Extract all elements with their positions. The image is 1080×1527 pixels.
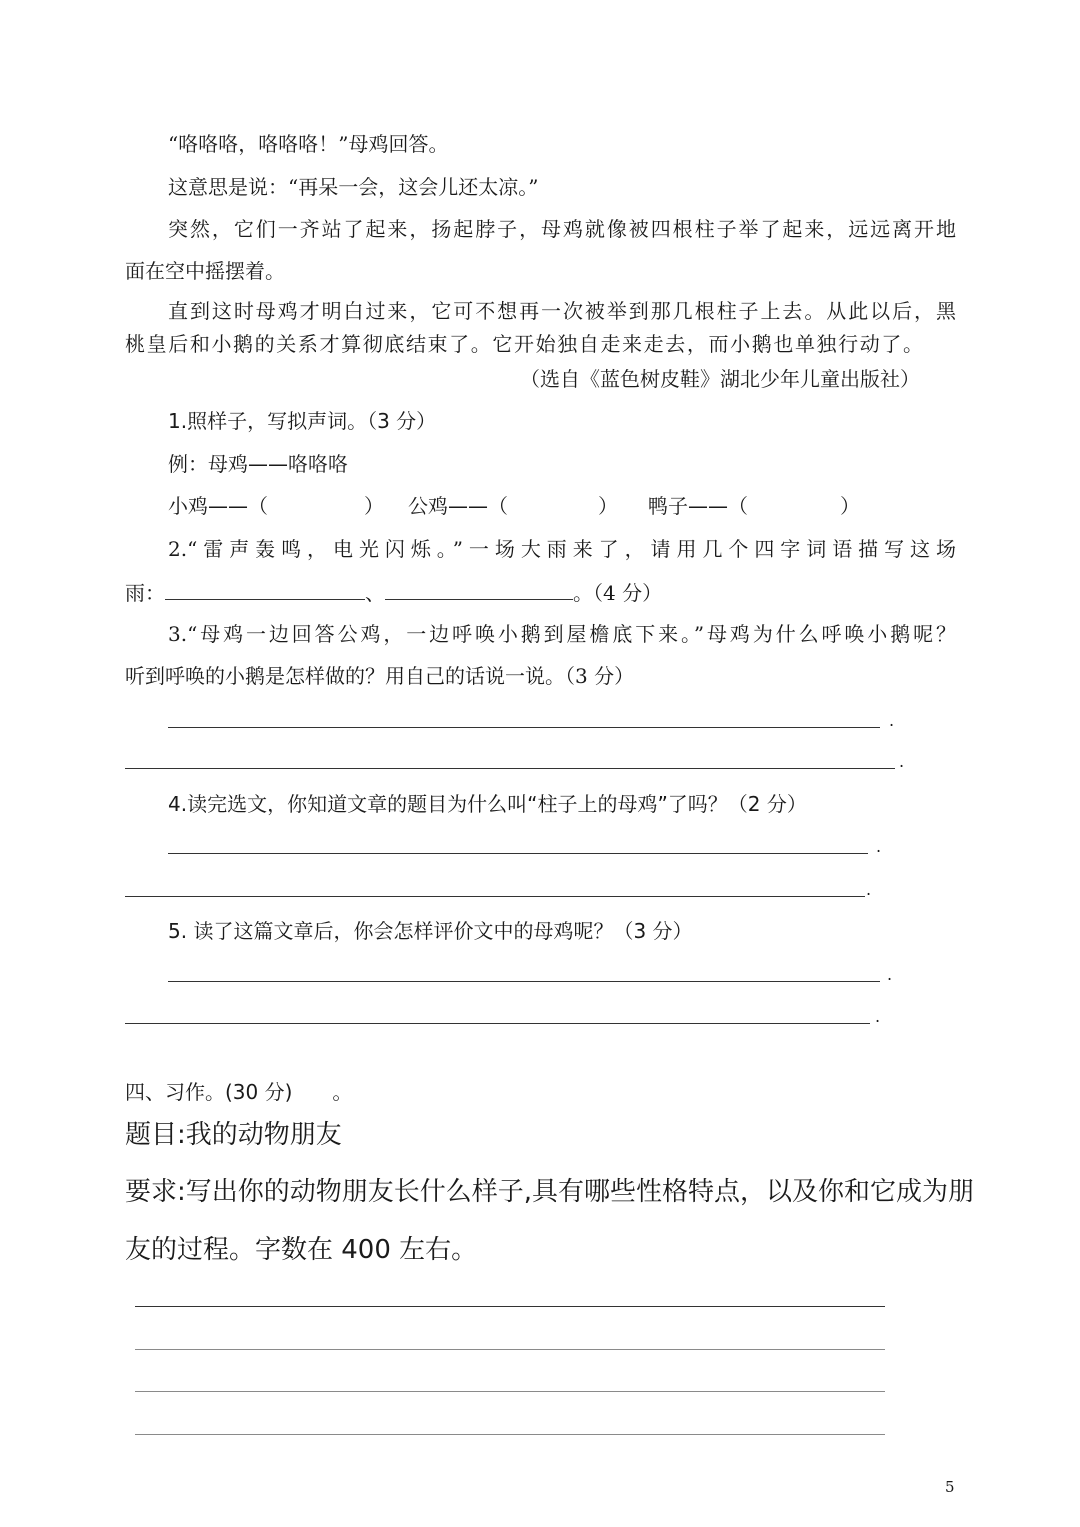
- writing-line-3[interactable]: [135, 1391, 885, 1392]
- question-1-item-rooster: 公鸡——（ ）: [408, 494, 618, 518]
- writing-line-4[interactable]: [135, 1434, 885, 1435]
- answer-blank-word-1[interactable]: [165, 579, 365, 600]
- passage-paragraph-2: 这意思是说：“再呆一会，这会儿还太凉。”: [168, 175, 539, 199]
- passage-paragraph-1: “咯咯咯，咯咯咯！”母鸡回答。: [168, 132, 449, 156]
- answer-line-q5-1[interactable]: [168, 981, 880, 982]
- question-2-line-2: 雨： 、 。（4 分）: [125, 581, 663, 605]
- passage-paragraph-4-line-2: 桃皇后和小鹅的关系才算彻底结束了。它开始独自走来走去，而小鹅也单独行动了。: [125, 332, 923, 356]
- answer-line-q3-2[interactable]: [125, 768, 895, 769]
- question-1-example: 例：母鸡——咯咯咯: [168, 452, 348, 476]
- answer-line-q4-1[interactable]: [168, 853, 868, 854]
- answer-line-q4-1-end: .: [876, 837, 882, 856]
- question-1-item-duck: 鸭子——（ ）: [648, 494, 860, 518]
- writing-line-2[interactable]: [135, 1349, 885, 1350]
- question-3-line-1: 3.“母鸡一边回答公鸡，一边呼唤小鹅到屋檐底下来。”母鸡为什么呼唤小鹅呢？: [168, 622, 956, 646]
- answer-line-q4-2-end: .: [866, 880, 872, 899]
- writing-topic: 题目:我的动物朋友: [125, 1120, 342, 1150]
- answer-line-q4-2[interactable]: [125, 896, 865, 897]
- question-4-title: 4.读完选文，你知道文章的题目为什么叫“柱子上的母鸡”了吗？（2 分）: [168, 792, 807, 816]
- answer-blank-word-2[interactable]: [385, 579, 573, 600]
- writing-requirement-line-2: 友的过程。字数在 400 左右。: [125, 1235, 478, 1265]
- passage-paragraph-3-line-2: 面在空中摇摆着。: [125, 259, 285, 283]
- passage-source: （选自《蓝色树皮鞋》湖北少年儿童出版社）: [520, 367, 920, 391]
- writing-line-1[interactable]: [135, 1306, 885, 1307]
- question-2-line-1: 2.“雷声轰鸣，电光闪烁。”一场大雨来了，请用几个四字词语描写这场: [168, 537, 956, 561]
- passage-paragraph-4-line-1: 直到这时母鸡才明白过来，它可不想再一次被举到那几根柱子上去。从此以后，黑: [168, 299, 956, 323]
- passage-paragraph-3-line-1: 突然，它们一齐站了起来，扬起脖子，母鸡就像被四根柱子举了起来，远远离开地: [168, 217, 956, 241]
- answer-line-q5-1-end: .: [887, 965, 893, 984]
- page-number: 5: [945, 1478, 955, 1496]
- question-1-item-chick: 小鸡——（ ）: [168, 494, 384, 518]
- question-5-title: 5. 读了这篇文章后，你会怎样评价文中的母鸡呢？（3 分）: [168, 919, 693, 943]
- question-1-title: 1.照样子，写拟声词。（3 分）: [168, 409, 437, 433]
- writing-requirement-line-1: 要求:写出你的动物朋友长什么样子,具有哪些性格特点，以及你和它成为朋: [125, 1177, 975, 1207]
- answer-line-q3-1[interactable]: [168, 727, 880, 728]
- answer-line-q5-2[interactable]: [125, 1023, 870, 1024]
- question-3-line-2: 听到呼唤的小鹅是怎样做的？用自己的话说一说。（3 分）: [125, 664, 635, 688]
- writing-section-heading: 四、习作。(30 分) 。: [125, 1080, 353, 1104]
- answer-line-q3-2-end: .: [899, 752, 905, 771]
- answer-line-q5-2-end: .: [875, 1007, 881, 1026]
- answer-line-q3-1-end: .: [889, 711, 895, 730]
